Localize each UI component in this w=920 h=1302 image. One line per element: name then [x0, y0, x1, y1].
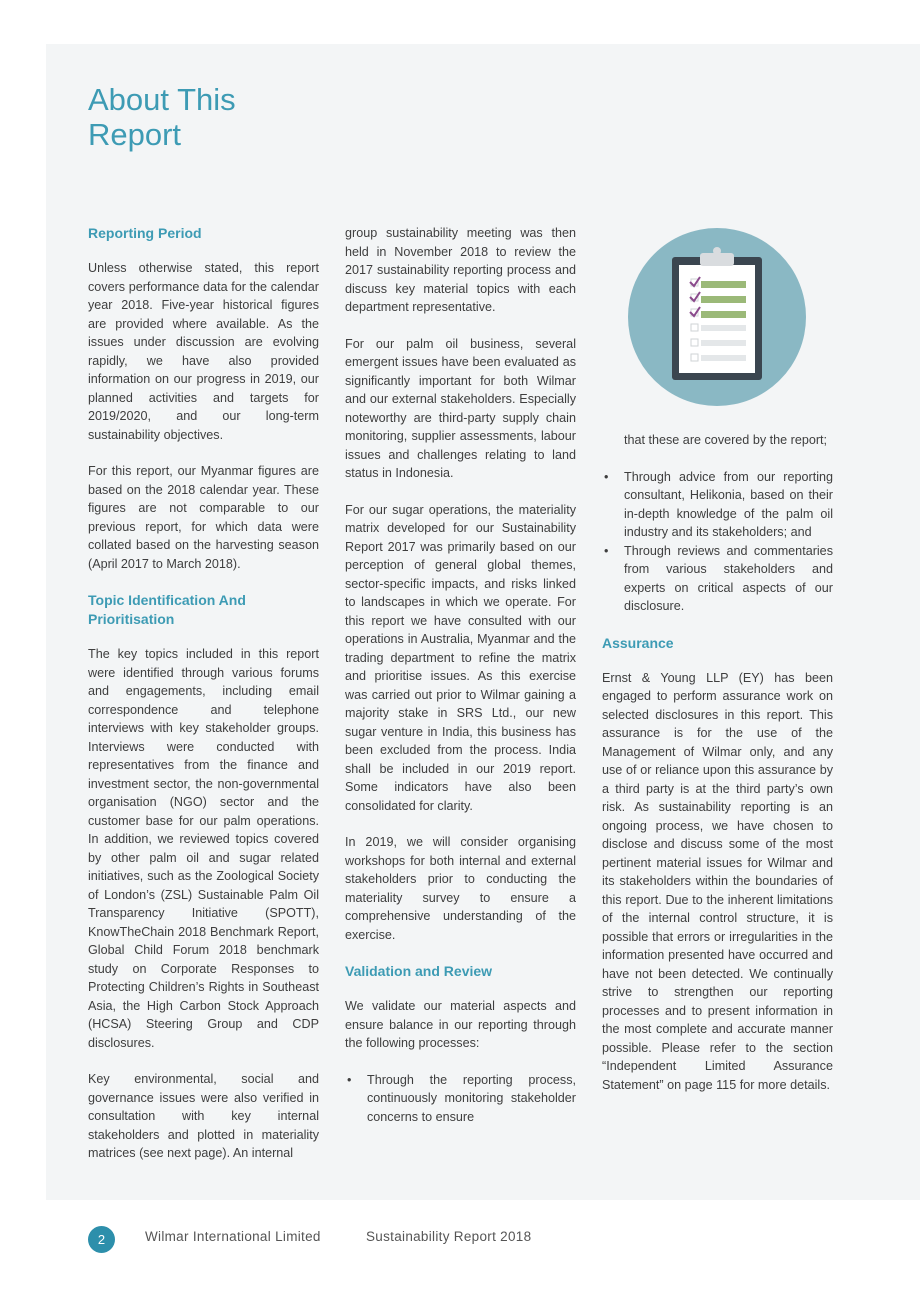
list-item: • Through advice from our reporting consultant, Helikonia, based on their in-depth knowledge of the palm oil industry and its stakeholders; and [602, 468, 833, 542]
list-item-continuation: that these are covered by the report; [624, 433, 828, 447]
heading-topic-identification: Topic Identification And Prioritisation [88, 592, 246, 627]
list-item: • Through the reporting process, continuously monitoring stakeholder concerns to ensure [345, 1071, 576, 1127]
page-number: 2 [88, 1226, 115, 1253]
paragraph: Unless otherwise stated, this report covers performance data for the calendar year 2018. Five-year historical figures are provided where available. As the issues under discussion are evolving rapidly, we have also provided information on our progress in 2019, our planned activities and targets for 2019/2020, and our long-term sustainability objectives. [88, 261, 319, 442]
list-item: • Through reviews and commentaries from various stakeholders and experts on critical aspects of our disclosure. [602, 542, 833, 616]
heading-reporting-period: Reporting Period [88, 225, 202, 241]
paragraph: We validate our material aspects and ensure balance in our reporting through the following processes: [345, 999, 576, 1050]
column-3 [602, 431, 833, 1112]
process-list [345, 1071, 576, 1127]
clipboard-checklist-icon [628, 228, 806, 406]
footer-company: Wilmar International Limited [145, 1229, 321, 1244]
heading-assurance: Assurance [602, 634, 674, 651]
paragraph: For our sugar operations, the materiality matrix developed for our Sustainability Report 2017 was primarily based on our perception of general global themes, sector-specific impacts, and risks linked to landscapes in which we operate. For this report we have consulted with our operations in Australia, Myanmar and the trading department to refine the matrix and prioritise issues. As this exercise was carried out prior to Wilmar gaining a majority stake in SRS Ltd., our new sugar venture in India, this business has been excluded from the process. India shall be included in our 2019 report. Some indicators have also been consolidated for clarity. [345, 502, 576, 813]
heading-validation-review: Validation and Review [345, 963, 493, 979]
column-1 [88, 224, 319, 1181]
page-title [88, 82, 236, 152]
paragraph: For this report, our Myanmar figures are based on the 2018 calendar year. These figures are not comparable to our previous report, for which data were collated based on the harvesting season (April 2017 to March 2018). [88, 464, 319, 571]
checklist-checked-items [690, 277, 746, 318]
page-title-line1: About This [88, 82, 236, 117]
paragraph: In 2019, we will consider organising workshops for both internal and external stakeholders prior to conducting the materiality survey to ensure a comprehensive understanding of the exercise. [345, 835, 576, 942]
footer-report-title: Sustainability Report 2018 [366, 1229, 532, 1244]
paragraph: group sustainability meeting was then held in November 2018 to review the 2017 sustainability reporting process and discuss key material topics with each department representative. [345, 226, 576, 314]
paragraph: Key environmental, social and governance issues were also verified in consultation with key internal stakeholders and plotted in materiality matrices (see next page). An internal [88, 1072, 319, 1160]
process-list-continued [602, 468, 833, 616]
paragraph: The key topics included in this report were identified through various forums and engagements, including email correspondence and telephone interviews with key stakeholder groups. Interviews were conducted with representatives from the finance and investment sector, the non-governmental organisation (NGO) sector and the customer base for our palm operations. In addition, we reviewed topics covered by other palm oil and sugar related initiatives, such as the Zoological Society of London’s (ZSL) Sustainable Palm Oil Transparency Initiative (SPOTT), KnowTheChain 2018 Benchmark Report, Global Child Forum 2018 benchmark study on Corporate Responses to Protecting Children’s Rights in Southeast Asia, the High Carbon Stock Approach (HCSA) Steering Group and CDP disclosures. [88, 647, 319, 1050]
column-2 [345, 224, 576, 1144]
paragraph: For our palm oil business, several emergent issues have been evaluated as significantly important for both Wilmar and our external stakeholders. Especially noteworthy are third-party supply chain monitoring, supplier assessments, labour issues and challenges relating to land status in Indonesia. [345, 336, 576, 480]
clipboard-clip-ring [713, 247, 721, 255]
paragraph: Ernst & Young LLP (EY) has been engaged to perform assurance work on selected disclosures in this report. This assurance is for the use of the Management of Wilmar only, and any use of or reliance upon this assurance by a third party is at the third party’s own risk. As sustainability reporting is an ongoing process, we have chosen to disclose and discuss some of the most pertinent material issues for Wilmar and its stakeholders within the boundaries of this report. Due to the inherent limitations of the internal control structure, it is possible that errors or irregularities in the information presented have occurred and have not been detected. We continually strive to strengthen our reporting processes and to present information in the most complete and accurate manner possible. Please refer to the section “Independent Limited Assurance Statement” on page 115 for more details. [602, 670, 833, 1092]
page-title-line2: Report [88, 117, 182, 152]
